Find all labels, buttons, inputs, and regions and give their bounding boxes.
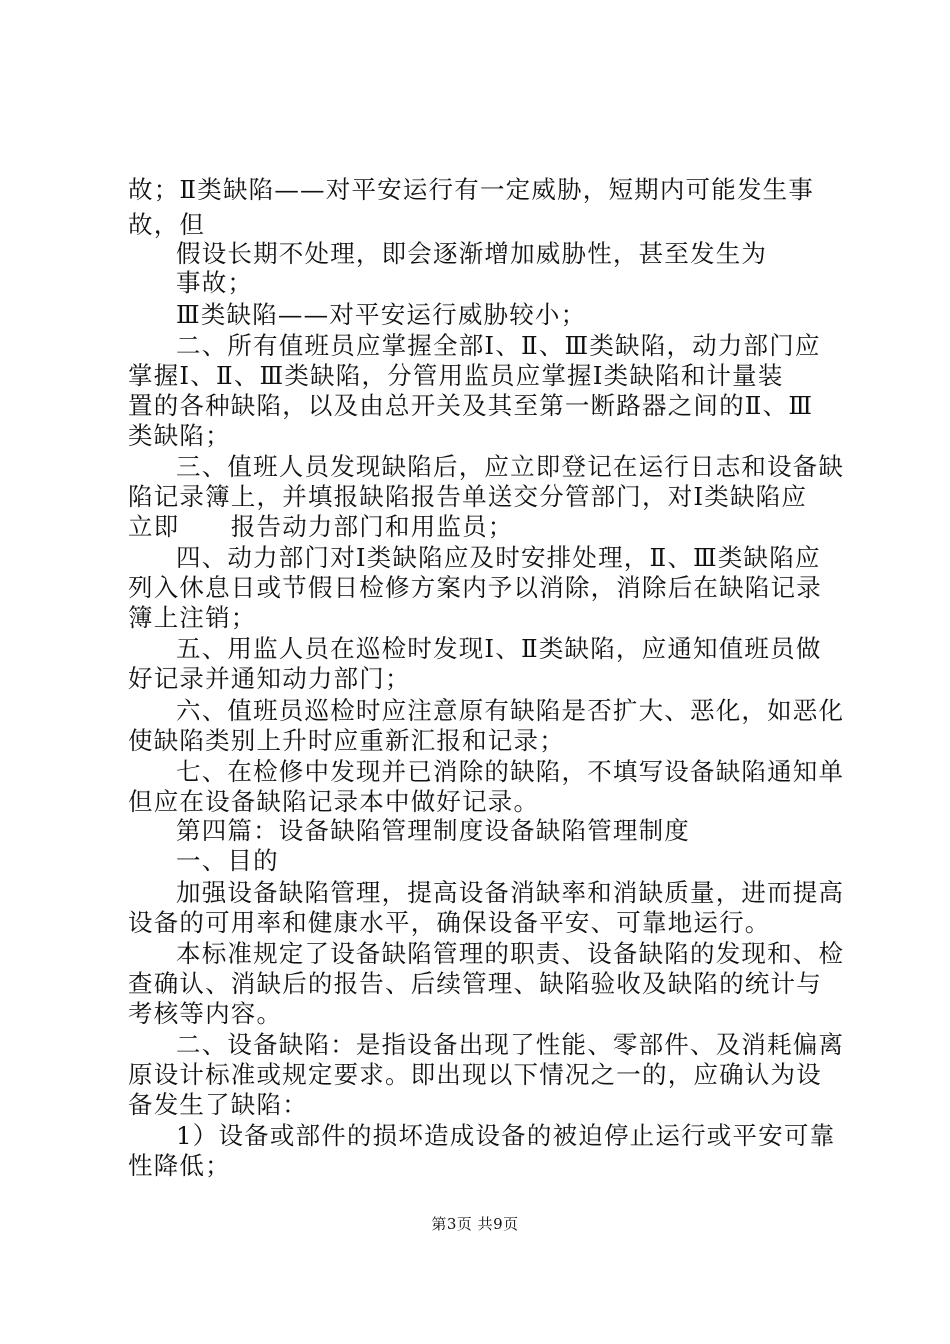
subsection-heading: 一、目的 [176,846,279,875]
text-line: Ⅲ类缺陷——对平安运行威胁较小； [176,300,587,329]
text-line: 加强设备缺陷管理，提高设备消缺率和消缺质量，进而提高 [176,878,845,907]
text-line: 三、值班人员发现缺陷后，应立即登记在运行日志和设备缺 [176,452,845,481]
text-line: 假设长期不处理，即会逐渐增加威胁性，甚至发生为 [176,239,768,268]
section-heading: 第四篇：设备缺陷管理制度设备缺陷管理制度 [176,816,690,845]
text-line: 考核等内容。 [128,999,283,1028]
text-line: 列入休息日或节假日检修方案内予以消除，消除后在缺陷记录 [128,573,822,602]
text-line: 五、用监人员在巡检时发现Ⅰ、Ⅱ类缺陷，应通知值班员做 [176,634,822,663]
text-line: 六、值班员巡检时应注意原有缺陷是否扩大、恶化，如恶化 [176,696,845,725]
text-line: 立即 报告动力部门和用监员； [128,512,514,541]
text-line: 七、在检修中发现并已消除的缺陷，不填写设备缺陷通知单 [176,757,845,786]
text-line: 二、所有值班员应掌握全部Ⅰ、Ⅱ、Ⅲ类缺陷，动力部门应 [176,331,821,360]
text-line: 查确认、消缺后的报告、后续管理、缺陷验收及缺陷的统计与 [128,969,822,998]
text-line: 1）设备或部件的损坏造成设备的被迫停止运行或平安可靠 [176,1121,836,1150]
text-line: 二、设备缺陷：是指设备出现了性能、零部件、及消耗偏离 [176,1030,845,1059]
text-line: 性降低； [128,1151,231,1180]
text-line: 好记录并通知动力部门； [128,664,411,693]
text-line: 设备的可用率和健康水平，确保设备平安、可靠地运行。 [128,908,771,937]
text-line: 故；Ⅱ类缺陷——对平安运行有一定威胁，短期内可能发生事 [128,175,815,204]
text-line: 故，但 [128,210,206,239]
text-line: 事故； [176,268,254,297]
text-line: 簿上注销； [128,603,257,632]
text-line: 掌握Ⅰ、Ⅱ、Ⅲ类缺陷，分管用监员应掌握Ⅰ类缺陷和计量装 [128,361,784,390]
text-line: 类缺陷； [128,421,231,450]
text-line: 本标准规定了设备缺陷管理的职责、设备缺陷的发现和、检 [176,939,845,968]
text-line: 四、动力部门对Ⅰ类缺陷应及时安排处理，Ⅱ、Ⅲ类缺陷应 [176,543,821,572]
text-line: 陷记录簿上，并填报缺陷报告单送交分管部门，对Ⅰ类缺陷应 [128,482,808,511]
text-line: 备发生了缺陷： [128,1090,308,1119]
text-line: 置的各种缺陷，以及由总开关及其至第一断路器之间的Ⅱ、Ⅲ [128,391,814,420]
text-line: 但应在设备缺陷记录本中做好记录。 [128,787,540,816]
page-number-footer: 第3页 共9页 [431,1215,519,1233]
text-line: 原设计标准或规定要求。即出现以下情况之一的，应确认为设 [128,1060,822,1089]
text-line: 使缺陷类别上升时应重新汇报和记录； [128,726,565,755]
